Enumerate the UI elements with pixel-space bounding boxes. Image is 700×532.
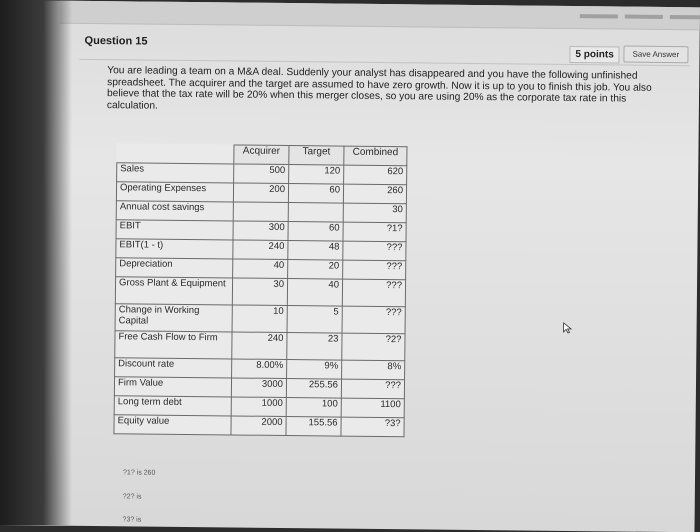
cell-target: 60 <box>288 184 343 204</box>
cell-target: 48 <box>288 241 343 261</box>
cell-combined: 8% <box>342 360 405 380</box>
row-label: Long term debt <box>114 396 231 416</box>
row-label: Gross Plant & Equipment <box>115 277 232 305</box>
question-header <box>79 31 689 66</box>
cell-combined: ?2? <box>342 333 405 361</box>
cell-target: 255.56 <box>286 379 341 399</box>
header-blank-cell <box>117 144 234 164</box>
cell-acquirer: 300 <box>233 221 288 241</box>
cell-combined: ??? <box>341 379 404 399</box>
cell-acquirer: 240 <box>232 332 287 360</box>
cell-target: 120 <box>289 165 344 185</box>
row-label: Annual cost savings <box>116 201 233 221</box>
spreadsheet-table <box>113 143 407 437</box>
cell-acquirer: 200 <box>233 183 288 203</box>
cell-combined: ?1? <box>343 222 406 242</box>
row-label: Change in Working Capital <box>115 304 232 332</box>
cell-acquirer: 10 <box>232 305 287 333</box>
cell-target: 100 <box>286 398 341 418</box>
cell-target: 9% <box>287 360 342 380</box>
cell-combined: ??? <box>342 306 405 334</box>
cell-acquirer: 1000 <box>231 397 286 417</box>
column-header-acquirer: Acquirer <box>234 145 289 165</box>
top-bar-tab[interactable] <box>625 15 663 19</box>
cell-acquirer: 2000 <box>231 416 286 436</box>
cell-acquirer: 40 <box>233 259 288 279</box>
cell-acquirer: 3000 <box>231 378 286 398</box>
cell-target: 40 <box>287 279 342 307</box>
row-label: Sales <box>117 163 234 183</box>
row-label: EBIT <box>116 220 233 240</box>
cell-combined: ??? <box>343 260 406 280</box>
cell-combined: ??? <box>342 279 405 307</box>
cell-target: 155.56 <box>286 417 341 437</box>
cell-acquirer <box>233 202 288 222</box>
row-label: Firm Value <box>114 377 231 397</box>
cell-acquirer: 30 <box>232 278 287 306</box>
mouse-pointer-icon <box>563 322 573 334</box>
answer-line-1[interactable]: ?1? is 260 <box>123 469 156 477</box>
left-edge-shadow <box>0 0 72 525</box>
column-header-target: Target <box>289 146 344 166</box>
cell-target: 23 <box>287 333 342 361</box>
cell-combined: ?3? <box>341 417 404 437</box>
cell-target: 60 <box>288 222 343 242</box>
table-row <box>115 331 405 361</box>
cell-target: 5 <box>287 306 342 334</box>
column-header-combined: Combined <box>344 146 407 166</box>
points-badge: 5 points <box>569 46 620 64</box>
question-prompt: You are leading a team on a M&A deal. Suddenly your analyst has disappeared and you have the following unfinished spreadsheet. The acquirer and the target are assumed to have zero growth. Now it is up to you to finish this job. You also believe that the tax rate will be 20% when this merger closes, so you are using 20% as the corporate tax rate in this calculation. <box>106 65 652 112</box>
row-label: Free Cash Flow to Firm <box>115 331 232 359</box>
top-bar-tab[interactable] <box>580 14 618 18</box>
save-answer-button[interactable]: Save Answer <box>623 46 688 64</box>
row-label: EBIT(1 - t) <box>116 239 233 259</box>
row-label: Equity value <box>114 415 231 435</box>
question-title: Question 15 <box>84 34 148 48</box>
cell-combined: ??? <box>343 241 406 261</box>
cell-target <box>288 203 343 223</box>
cell-combined: 30 <box>343 203 406 223</box>
row-label: Discount rate <box>115 358 232 378</box>
cell-acquirer: 8.00% <box>232 359 287 379</box>
table-row <box>114 415 404 437</box>
answer-line-3[interactable]: ?3? is <box>122 516 142 524</box>
answer-line-2[interactable]: ?2? is <box>122 493 142 501</box>
cell-combined: 1100 <box>341 398 404 418</box>
cell-acquirer: 240 <box>233 240 288 260</box>
row-label: Depreciation <box>116 258 233 278</box>
browser-top-bar <box>60 1 700 31</box>
cell-combined: 620 <box>344 165 407 185</box>
row-label: Operating Expenses <box>116 182 233 202</box>
cell-acquirer: 500 <box>234 164 289 184</box>
table-row <box>115 304 405 334</box>
cell-target: 20 <box>288 260 343 280</box>
cell-combined: 260 <box>343 184 406 204</box>
table-row <box>115 277 405 307</box>
top-bar-tab[interactable] <box>670 15 700 19</box>
